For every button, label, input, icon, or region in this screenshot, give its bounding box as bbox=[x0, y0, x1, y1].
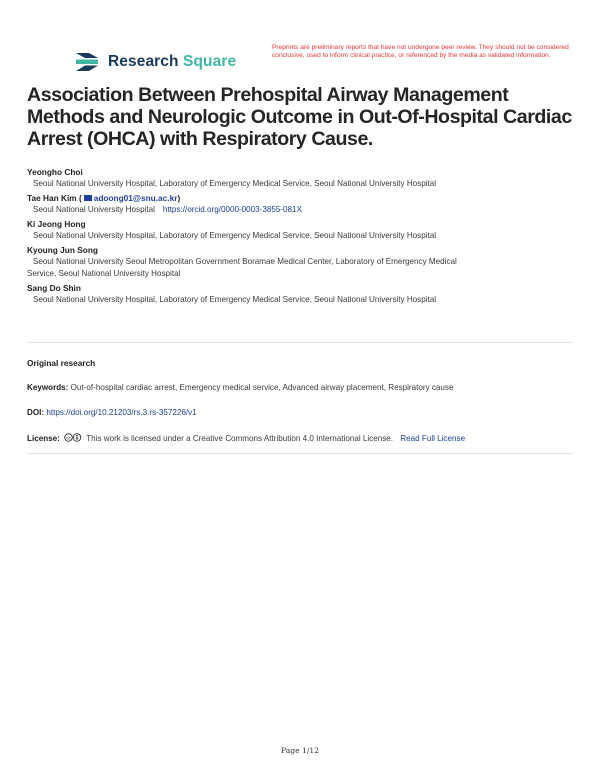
author-entry bbox=[27, 218, 577, 242]
logo-word-research: Research bbox=[108, 53, 179, 70]
author-email-link[interactable]: adoong01@snu.ac.kr bbox=[93, 193, 178, 203]
author-entry bbox=[27, 244, 577, 280]
license-row bbox=[27, 433, 465, 443]
author-name: Ki Jeong Hong bbox=[27, 219, 86, 229]
keywords-row bbox=[27, 383, 453, 392]
author-list bbox=[27, 166, 577, 308]
author-name: Sang Do Shin bbox=[27, 283, 81, 293]
author-name-with-email bbox=[27, 192, 577, 204]
license-text: This work is licensed under a Creative Commons Attribution 4.0 International License. bbox=[86, 434, 394, 443]
author-affiliation: Seoul National University Hospital, Laboratory of Emergency Medical Service, Seoul National University Hospital bbox=[33, 179, 437, 188]
orcid-link[interactable]: https://orcid.org/0000-0003-3855-081X bbox=[162, 205, 302, 214]
site-header bbox=[74, 44, 574, 84]
author-name: Yeongho Choi bbox=[27, 167, 83, 177]
email-paren-open: ( bbox=[78, 193, 82, 203]
research-square-logo-icon bbox=[74, 51, 100, 73]
section-divider bbox=[27, 342, 573, 343]
email-paren-close: ) bbox=[177, 193, 181, 203]
logo-word-square: Square bbox=[183, 53, 237, 70]
author-entry bbox=[27, 166, 577, 190]
affiliation-line: Seoul National University Seoul Metropolitan Government Boramae Medical Center, Laboratory of Emergency Medical bbox=[33, 257, 457, 266]
page-indicator: Page 1/12 bbox=[280, 746, 320, 755]
svg-text:cc: cc bbox=[66, 436, 72, 442]
doi-label: DOI: bbox=[27, 408, 45, 417]
license-label: License: bbox=[27, 434, 60, 443]
author-name: Kyoung Jun Song bbox=[27, 245, 98, 255]
keywords-label: Keywords: bbox=[27, 383, 69, 392]
affiliation-text: Seoul National University Hospital bbox=[33, 205, 155, 214]
doi-link[interactable]: https://doi.org/10.21203/rs.3.rs-357226/v1 bbox=[46, 408, 197, 417]
section-divider bbox=[27, 453, 573, 454]
paper-title: Association Between Prehospital Airway Management Methods and Neurologic Outcome in Out-Of-Hospital Cardiac Arrest (OHCA) with Respiratory Cause. bbox=[27, 84, 572, 150]
author-affiliation: Seoul National University Hospital, Laboratory of Emergency Medical Service, Seoul National University Hospital bbox=[33, 231, 437, 240]
envelope-icon bbox=[84, 195, 92, 201]
author-affiliation bbox=[27, 256, 577, 280]
read-full-license-link[interactable]: Read Full License bbox=[400, 434, 466, 443]
keywords-text: Out-of-hospital cardiac arrest, Emergency medical service, Advanced airway placement, Respiratory cause bbox=[70, 383, 454, 392]
author-affiliation: Seoul National University Hospital, Laboratory of Emergency Medical Service, Seoul National University Hospital bbox=[33, 295, 437, 304]
preprint-disclaimer: Preprints are preliminary reports that have not undergone peer review. They should not be considered conclusive, used to inform clinical practice, or referenced by the media as validated information. bbox=[272, 44, 569, 60]
logo-wordmark bbox=[108, 53, 236, 71]
author-name: Tae Han Kim bbox=[27, 193, 77, 203]
author-entry bbox=[27, 192, 577, 216]
article-type: Original research bbox=[27, 358, 96, 368]
author-entry bbox=[27, 282, 577, 306]
research-square-logo[interactable] bbox=[74, 47, 236, 77]
affiliation-line: Service, Seoul National University Hospital bbox=[27, 269, 181, 278]
doi-row bbox=[27, 408, 197, 417]
author-affiliation bbox=[27, 204, 577, 216]
creative-commons-icon bbox=[64, 433, 82, 443]
